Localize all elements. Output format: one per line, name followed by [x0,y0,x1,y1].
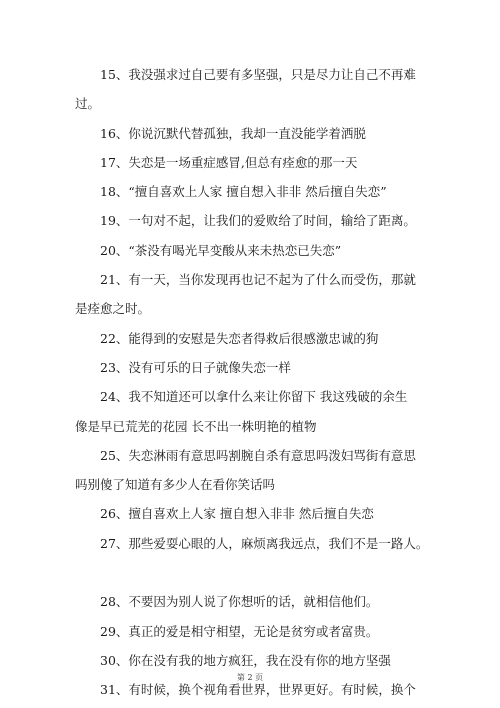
text-line: 过。 [75,96,101,112]
text-line: 像是早已荒芜的花园 长不出一株明艳的植物 [75,418,317,434]
text-line: 19、一句对不起，让我们的爱败给了时间，输给了距离。 [100,213,416,229]
text-line: 16、你说沉默代替孤独，我却一直没能学着洒脱 [100,125,366,141]
text-line: 24、我不知道还可以拿什么来让你留下 我这残破的余生 [100,389,408,405]
blank-line [75,558,430,587]
text-line: 29、真正的爱是相守相望，无论是贫穷或者富贵。 [100,623,379,639]
text-line: 31、有时候，换个视角看世界，世界更好。有时候，换个 [100,682,416,698]
text-line: 15、我没强求过自己要有多坚强，只是尽力让自己不再难 [100,67,416,82]
text-line: 20、“茶没有喝光早变酸从来未热恋已失恋” [100,242,342,258]
text-line: 30、你在没有我的地方疯狂，我在没有你的地方坚强 [100,652,391,668]
page-number: 第 2 页 [236,673,264,682]
text-line: 23、没有可乐的日子就像失恋一样 [100,359,291,375]
text-line: 26、擅自喜欢上人家 擅自想入非非 然后擅自失恋 [100,506,374,522]
document-body [75,60,430,705]
text-line: 吗别傻了知道有多少人在看你笑话吗 [75,477,276,493]
text-line: 28、不要因为别人说了你想听的话，就相信他们。 [100,594,379,610]
text-line: 21、有一天，当你发现再也记不起为了什么而受伤，那就 [100,272,416,288]
text-line: 22、能得到的安慰是失恋者得救后很感激忠诚的狗 [100,330,379,346]
text-line: 25、失恋淋雨有意思吗割腕自杀有意思吗泼妇骂街有意思 [100,447,416,463]
text-line: 17、失恋是一场重症感冒,但总有痊愈的那一天 [100,154,358,170]
text-line: 18、“擅自喜欢上人家 擅自想入非非 然后擅自失恋” [100,184,387,200]
text-line: 27、那些爱耍心眼的人，麻烦离我远点，我们不是一路人。 [100,535,429,551]
text-line: 是痊愈之时。 [75,301,151,317]
